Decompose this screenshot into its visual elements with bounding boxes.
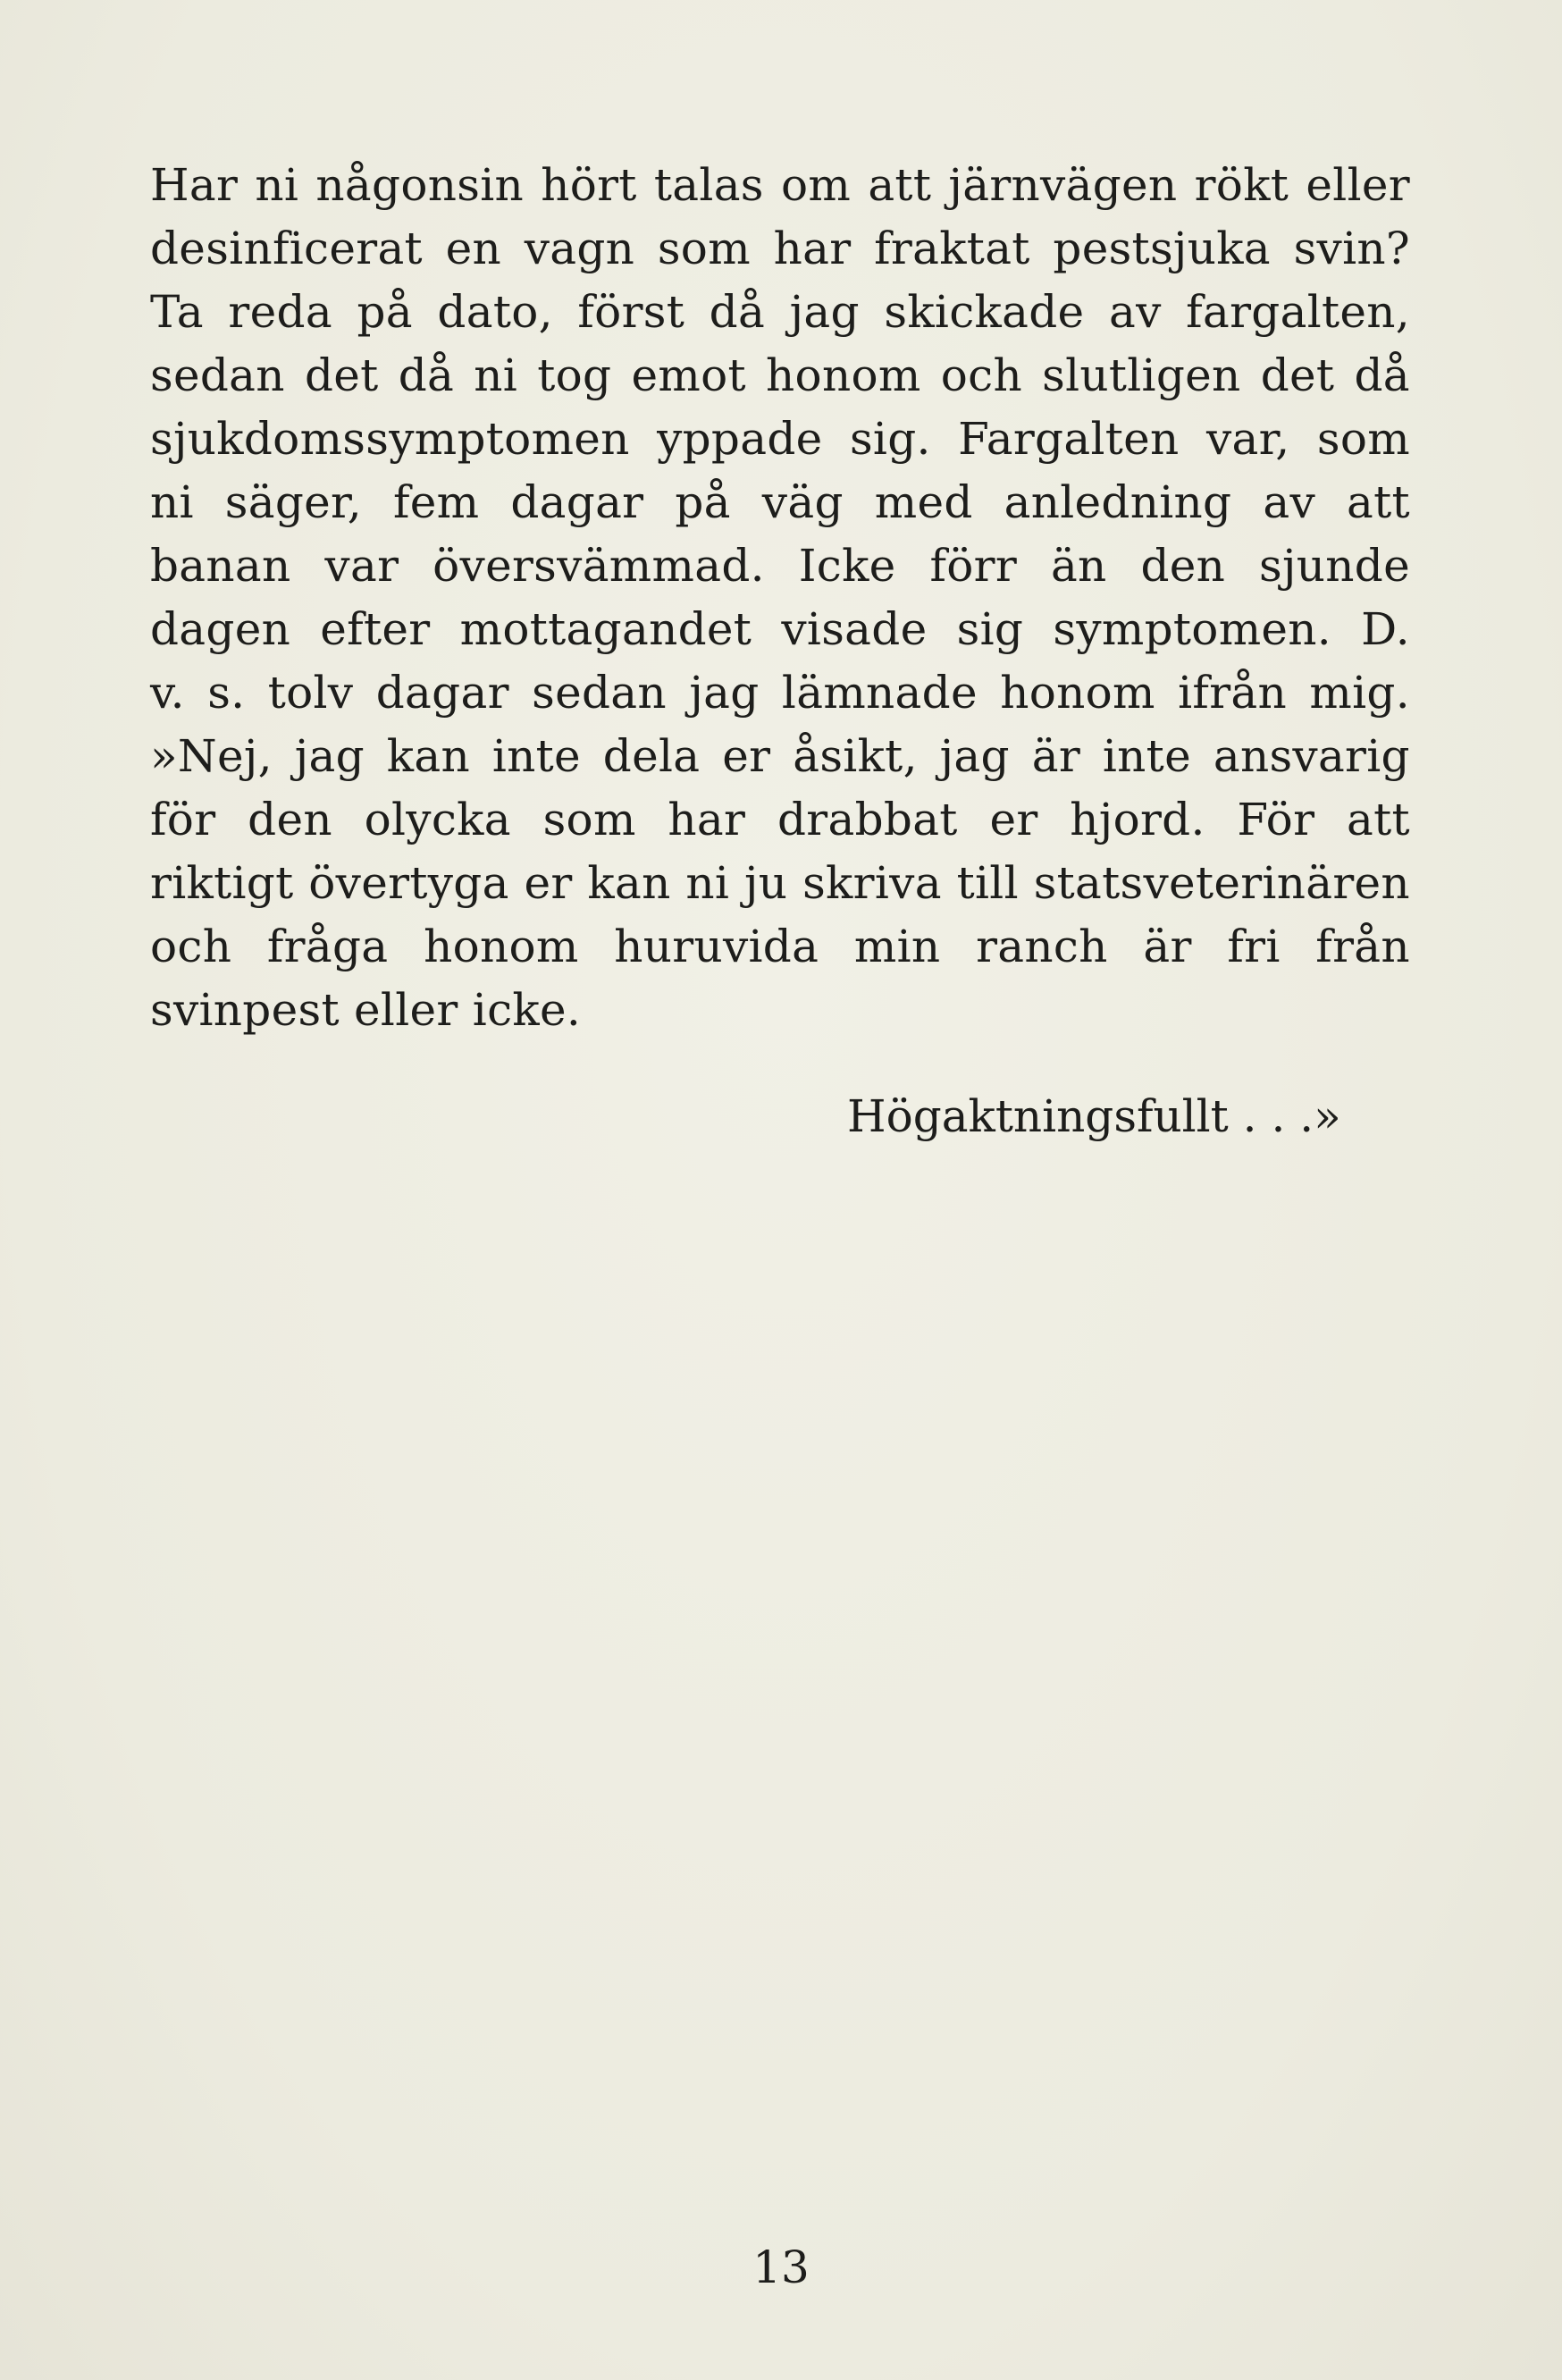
word: den bbox=[1140, 540, 1226, 592]
word: Ta bbox=[150, 286, 204, 338]
word: ifrån bbox=[1178, 667, 1288, 719]
word: ansvarig bbox=[1213, 730, 1410, 782]
word: statsveterinären bbox=[1033, 857, 1410, 909]
word: då bbox=[398, 349, 455, 401]
word: någonsin bbox=[315, 159, 524, 211]
word: en bbox=[445, 223, 502, 274]
word: på bbox=[675, 476, 731, 528]
word: övertyga bbox=[308, 857, 509, 909]
word: min bbox=[853, 921, 941, 972]
text-line bbox=[150, 725, 1410, 788]
word: skriva bbox=[802, 857, 942, 909]
word: er bbox=[722, 730, 771, 782]
word: tog bbox=[537, 349, 612, 401]
word: vagn bbox=[524, 223, 635, 274]
word: och bbox=[940, 349, 1022, 401]
text-line bbox=[150, 408, 1410, 471]
word: förr bbox=[929, 540, 1018, 592]
word: dela bbox=[602, 730, 701, 782]
word: sig bbox=[956, 603, 1024, 655]
word: som bbox=[657, 223, 751, 274]
word: om bbox=[780, 159, 852, 211]
text-line bbox=[150, 217, 1410, 281]
word: slutligen bbox=[1042, 349, 1241, 401]
word: svinpest eller icke. bbox=[150, 984, 582, 1036]
word: av bbox=[1108, 286, 1162, 338]
word: fri bbox=[1227, 921, 1281, 972]
word: Fargalten bbox=[958, 413, 1180, 465]
word: huruvida bbox=[614, 921, 819, 972]
word: er bbox=[524, 857, 573, 909]
word: skickade bbox=[884, 286, 1085, 338]
word: inte bbox=[491, 730, 581, 782]
text-line bbox=[150, 979, 1410, 1042]
text-line bbox=[150, 598, 1410, 661]
word: översvämmad. bbox=[432, 540, 765, 592]
word: symptomen. bbox=[1053, 603, 1331, 655]
word: har bbox=[668, 794, 746, 845]
word: sjukdomssymptomen bbox=[150, 413, 630, 465]
word: först bbox=[577, 286, 685, 338]
word: inte bbox=[1102, 730, 1191, 782]
word: reda bbox=[228, 286, 332, 338]
word: rökt bbox=[1194, 159, 1289, 211]
word: det bbox=[1260, 349, 1335, 401]
word: honom bbox=[1000, 667, 1155, 719]
word: jag bbox=[689, 667, 760, 719]
word: mig. bbox=[1309, 667, 1410, 719]
page-number: 13 bbox=[752, 2241, 810, 2293]
text-line bbox=[150, 534, 1410, 598]
text-line bbox=[150, 344, 1410, 408]
word: än bbox=[1050, 540, 1107, 592]
word: olycka bbox=[364, 794, 511, 845]
word: och bbox=[150, 921, 232, 972]
word: s. bbox=[207, 667, 246, 719]
word: var bbox=[324, 540, 399, 592]
word: till bbox=[956, 857, 1019, 909]
word: att bbox=[868, 159, 932, 211]
word: ni bbox=[685, 857, 730, 909]
text-line bbox=[150, 915, 1410, 979]
word: tolv bbox=[267, 667, 354, 719]
word: ni bbox=[255, 159, 299, 211]
word: dagar bbox=[510, 476, 644, 528]
word: banan bbox=[150, 540, 291, 592]
word: för bbox=[150, 794, 216, 845]
word: jag bbox=[294, 730, 365, 782]
word: drabbat bbox=[777, 794, 958, 845]
word: den bbox=[248, 794, 332, 845]
word: som bbox=[1316, 413, 1410, 465]
word: dagen bbox=[150, 603, 291, 655]
word: riktigt bbox=[150, 857, 294, 909]
word: desinficerat bbox=[150, 223, 423, 274]
word: ni bbox=[150, 476, 194, 528]
word: fråga bbox=[266, 921, 389, 972]
word: fargalten, bbox=[1186, 286, 1410, 338]
word: lämnade bbox=[781, 667, 978, 719]
word: ju bbox=[743, 857, 788, 909]
word: sjunde bbox=[1259, 540, 1410, 592]
word: det bbox=[304, 349, 379, 401]
word: mottagandet bbox=[459, 603, 752, 655]
body-text bbox=[150, 154, 1410, 1042]
word: har bbox=[773, 223, 852, 274]
word: Har bbox=[150, 159, 239, 211]
word: efter bbox=[320, 603, 431, 655]
word: sedan bbox=[150, 349, 285, 401]
text-line bbox=[150, 788, 1410, 852]
word: kan bbox=[386, 730, 470, 782]
word: »Nej, bbox=[150, 730, 273, 782]
word: dato, bbox=[437, 286, 553, 338]
word: fem bbox=[392, 476, 480, 528]
word: då bbox=[709, 286, 766, 338]
word: hjord. bbox=[1070, 794, 1205, 845]
word: väg bbox=[761, 476, 844, 528]
letter-closing: Högaktningsfullt . . .» bbox=[847, 1090, 1341, 1142]
word: säger, bbox=[224, 476, 362, 528]
word: jag bbox=[939, 730, 1010, 782]
word: er bbox=[989, 794, 1038, 845]
word: ni bbox=[474, 349, 518, 401]
word: Icke bbox=[798, 540, 896, 592]
word: yppade bbox=[657, 413, 823, 465]
word: sedan bbox=[532, 667, 667, 719]
word: är bbox=[1143, 921, 1192, 972]
word: på bbox=[357, 286, 413, 338]
word: ranch bbox=[976, 921, 1108, 972]
word: anledning bbox=[1004, 476, 1232, 528]
word: honom bbox=[766, 349, 921, 401]
word: v. bbox=[150, 667, 185, 719]
word: med bbox=[874, 476, 973, 528]
word: järnvägen bbox=[948, 159, 1178, 211]
text-line bbox=[150, 154, 1410, 217]
word: från bbox=[1315, 921, 1410, 972]
word: För bbox=[1237, 794, 1315, 845]
text-line bbox=[150, 471, 1410, 534]
word: fraktat bbox=[874, 223, 1030, 274]
word: dagar bbox=[375, 667, 509, 719]
word: som bbox=[542, 794, 636, 845]
word: var, bbox=[1205, 413, 1290, 465]
word: svin? bbox=[1293, 223, 1410, 274]
text-line bbox=[150, 661, 1410, 725]
word: sig. bbox=[849, 413, 931, 465]
text-line bbox=[150, 281, 1410, 344]
word: att bbox=[1347, 794, 1410, 845]
word: då bbox=[1354, 349, 1410, 401]
word: åsikt, bbox=[793, 730, 918, 782]
word: att bbox=[1346, 476, 1410, 528]
word: visade bbox=[781, 603, 928, 655]
word: kan bbox=[587, 857, 671, 909]
word: hört bbox=[541, 159, 637, 211]
word: honom bbox=[424, 921, 579, 972]
word: D. bbox=[1361, 603, 1410, 655]
word: pestsjuka bbox=[1053, 223, 1271, 274]
word: eller bbox=[1306, 159, 1410, 211]
word: jag bbox=[789, 286, 860, 338]
text-line bbox=[150, 852, 1410, 915]
word: av bbox=[1263, 476, 1315, 528]
word: emot bbox=[631, 349, 746, 401]
word: talas bbox=[653, 159, 764, 211]
word: är bbox=[1031, 730, 1081, 782]
